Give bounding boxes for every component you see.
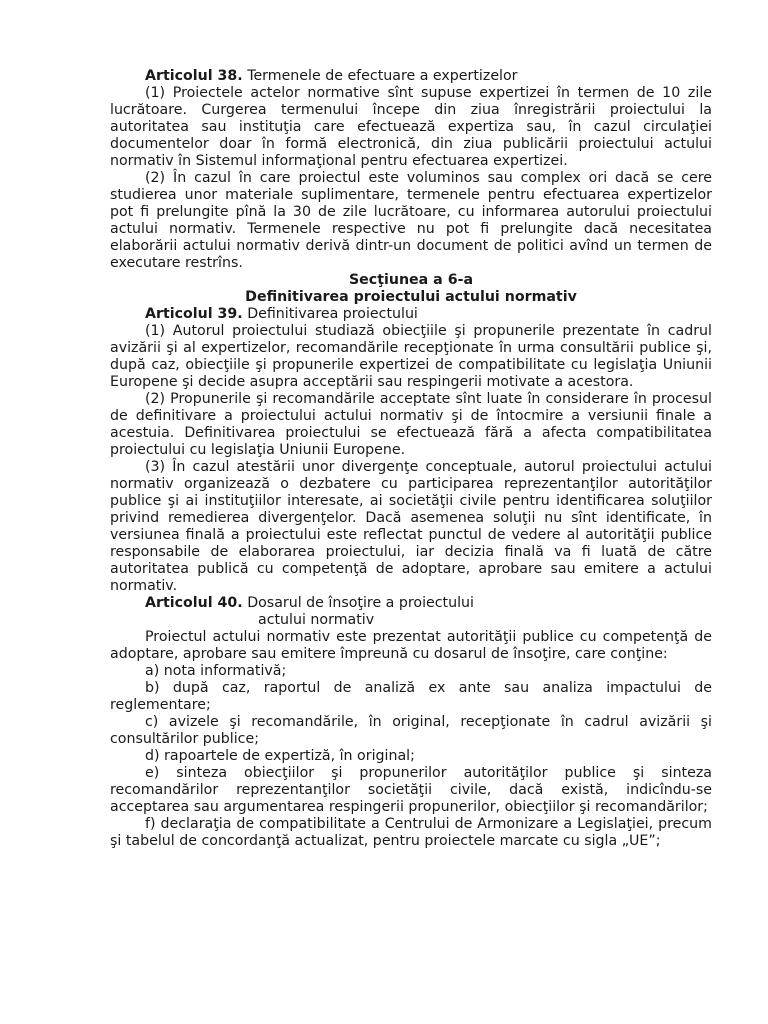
list-item-b: b) după caz, raportul de analiză ex ante sau analiza impactului de reglementare; <box>110 680 712 713</box>
article-40-title-line-1: Dosarul de însoţire a proiectului <box>242 595 474 611</box>
list-item-e: e) sinteza obiecţiilor şi propunerilor autorităţilor publice şi sinteza recomandărilor reprezentanţilor societăţii civile, dacă există, indicîndu-se acceptarea sau argumentarea respingerii propunerilor, obiecţiilor şi recomandărilor; <box>110 765 712 815</box>
article-39-paragraph-1: (1) Autorul proiectului studiază obiecţiile şi propunerile prezentate în cadrul avizării şi al expertizelor, recomandările recepţionate în urma consultării publice şi, după caz, obiecţiile şi propunerile expertizei de compatibilitate cu legislaţia Uniunii Europene şi decide asupra acceptării sau respingerii motivate a acestora. <box>110 323 712 390</box>
list-item-c: c) avizele şi recomandările, în original, recepţionate în cadrul avizării şi consultărilor publice; <box>110 714 712 747</box>
section-title: Definitivarea proiectului actului normativ <box>245 289 577 305</box>
article-39-title: Definitivarea proiectului <box>242 306 418 322</box>
article-38-paragraph-2: (2) În cazul în care proiectul este voluminos sau complex ori dacă se cere studierea unor materiale suplimentare, termenele pentru efectuarea expertizelor pot fi prelungite pînă la 30 de zile lucrătoare, cu informarea autorului proiectului actului normativ. Termenele respective nu pot fi prelungite dacă necesitatea elaborării actului normativ derivă dintr-un document de politici avînd un termen de executare restrîns. <box>110 170 712 271</box>
list-item-d: d) rapoartele de expertiză, în original; <box>145 748 415 764</box>
article-39-heading <box>110 306 712 323</box>
article-39-paragraph-3: (3) În cazul atestării unor divergenţe conceptuale, autorul proiectului actului normativ organizează o dezbatere cu participarea reprezentanţilor autorităţilor publice şi ai instituţiilor interesate, ai societăţii civile pentru identificarea soluţiilor privind remedierea divergenţelor. Dacă asemenea soluţii nu sînt identificate, în versiunea finală a proiectului este reflectat punctul de vedere al autorităţii publice responsabile de elaborarea proiectului, iar decizia finală va fi luată de către autoritatea publică cu competenţă de adoptare, aprobare sau emitere a actului normativ. <box>110 459 712 594</box>
article-39-label: Articolul 39. <box>145 306 243 322</box>
article-40-heading <box>110 595 712 612</box>
article-40-label: Articolul 40. <box>145 595 243 611</box>
article-38-label: Articolul 38. <box>145 68 243 84</box>
article-38-heading <box>110 68 712 85</box>
article-39-paragraph-2: (2) Propunerile şi recomandările acceptate sînt luate în considerare în procesul de definitivare a proiectului actului normativ şi de întocmire a versiunii finale a acestuia. Definitivarea proiectului se efectuează fără a afecta compatibilitatea proiectului cu legislaţia Uniunii Europene. <box>110 391 712 458</box>
article-40-title-line-2: actului normativ <box>258 612 375 628</box>
list-item-a: a) nota informativă; <box>145 663 287 679</box>
article-38-title: Termenele de efectuare a expertizelor <box>242 68 518 84</box>
document-page <box>110 68 712 850</box>
article-40-intro: Proiectul actului normativ este prezentat autorităţii publice cu competenţă de adoptare, aprobare sau emitere împreună cu dosarul de însoţire, care conţine: <box>110 629 712 662</box>
section-number: Secţiunea a 6-a <box>348 272 474 288</box>
article-38-paragraph-1: (1) Proiectele actelor normative sînt supuse expertizei în termen de 10 zile lucrătoare. Curgerea termenului începe din ziua înregistrării proiectului la autoritatea sau instituţia care efectuează expertiza sau, în cazul circulaţiei documentelor doar în formă electronică, din ziua publicării proiectului actului normativ în Sistemul informaţional pentru efectuarea expertizei. <box>110 85 712 169</box>
list-item-f: f) declaraţia de compatibilitate a Centrului de Armonizare a Legislaţiei, precum şi tabelul de concordanţă actualizat, pentru proiectele marcate cu sigla „UE”; <box>110 816 712 849</box>
